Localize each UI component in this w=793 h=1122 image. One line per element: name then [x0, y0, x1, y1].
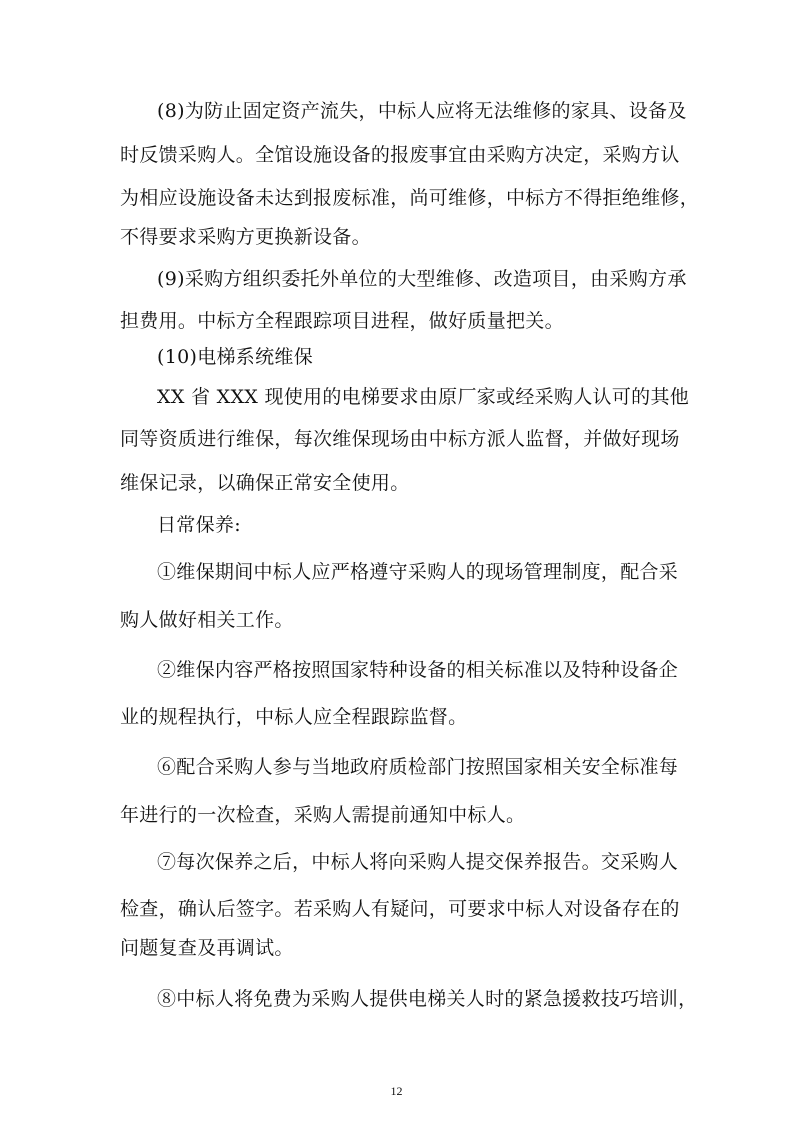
text-line: XX 省 XXX 现使用的电梯要求由原厂家或经采购人认可的其他: [157, 386, 690, 408]
text-line: 不得要求采购方更换新设备。: [120, 226, 371, 248]
list-item: ⑥配合采购人参与当地政府质检部门按照国家相关安全标准每: [157, 756, 679, 778]
text-line: 业的规程执行，中标人应全程跟踪监督。: [120, 706, 468, 728]
text-line: 检查，确认后签字。若采购人有疑问，可要求中标人对设备存在的: [120, 898, 680, 920]
text-line: 购人做好相关工作。: [120, 609, 294, 631]
text-line: 问题复查及再调试。: [120, 937, 294, 959]
text-line: (9)采购方组织委托外单位的大型维修、改造项目，由采购方承: [157, 268, 687, 290]
list-item: ②维保内容严格按照国家特种设备的相关标准以及特种设备企: [157, 659, 679, 681]
text-line: 为相应设施设备未达到报废标准，尚可维修，中标方不得拒绝维修，: [120, 187, 700, 209]
subheading: 日常保养:: [157, 514, 241, 536]
text-line: (8)为防止固定资产流失，中标人应将无法维修的家具、设备及: [157, 100, 687, 122]
list-item: ①维保期间中标人应严格遵守采购人的现场管理制度，配合采: [157, 561, 679, 583]
text-line: 年进行的一次检查，采购人需提前通知中标人。: [120, 804, 526, 826]
page-number: 12: [390, 1084, 403, 1098]
section-heading: (10)电梯系统维保: [157, 346, 314, 368]
list-item: ⑧中标人将免费为采购人提供电梯关人时的紧急援救技巧培训，: [157, 988, 698, 1010]
list-item: ⑦每次保养之后，中标人将向采购人提交保养报告。交采购人: [157, 851, 679, 873]
text-line: 时反馈采购人。全馆设施设备的报废事宜由采购方决定，采购方认: [120, 144, 680, 166]
text-line: 担费用。中标方全程跟踪项目进程，做好质量把关。: [120, 310, 564, 332]
text-line: 维保记录，以确保正常安全使用。: [120, 472, 410, 494]
text-line: 同等资质进行维保，每次维保现场由中标方派人监督，并做好现场: [120, 428, 680, 450]
